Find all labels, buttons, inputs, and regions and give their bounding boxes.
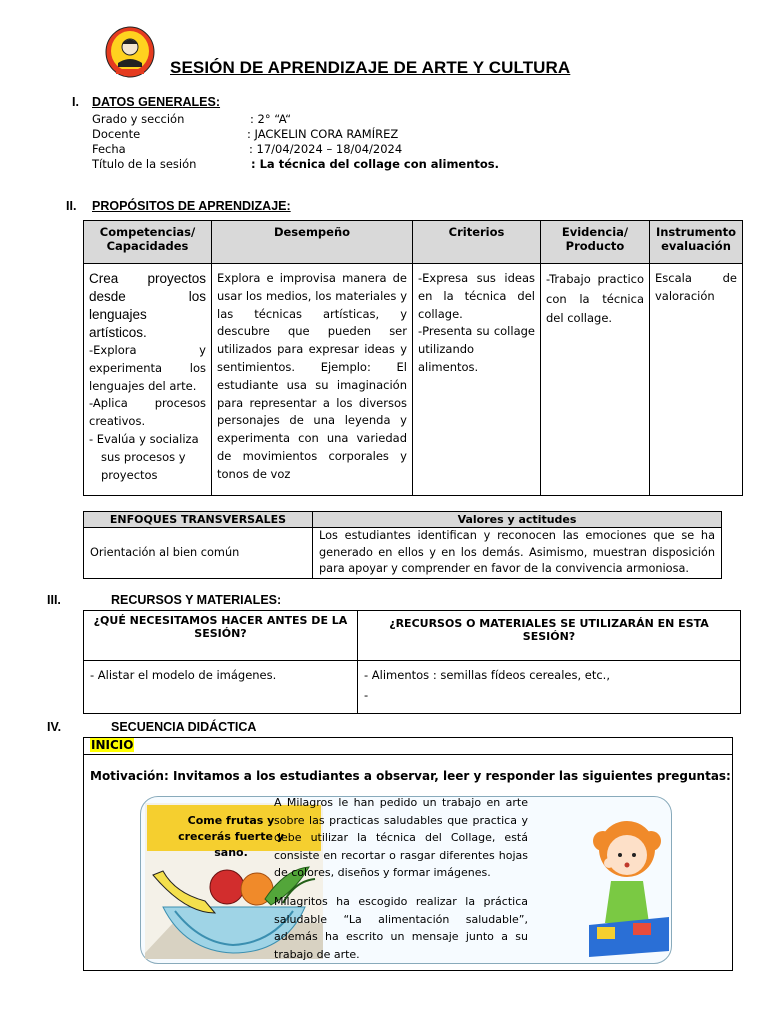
- motivacion-text: Motivación: Invitamos a los estudiantes a observar, leer y responder las siguientes preguntas:: [90, 769, 731, 783]
- grado-value: : 2° “A“: [250, 112, 292, 126]
- capacidad-item: - Evalúa y socializa sus procesos y proyectos: [89, 431, 199, 482]
- list-item: - Alistar el modelo de imágenes.: [90, 668, 277, 682]
- section-number-iii: III.: [47, 593, 61, 607]
- docente-label: Docente: [92, 127, 141, 141]
- inicio-label: INICIO: [91, 738, 134, 752]
- propositos-heading: PROPÓSITOS DE APRENDIZAJE:: [92, 199, 291, 213]
- titulo-label: Título de la sesión: [92, 157, 197, 171]
- header-valores: Valores y actitudes: [313, 512, 722, 528]
- secuencia-box: [83, 737, 733, 971]
- collage-banner-text: Come frutas y crecerás fuerte y sano.: [178, 814, 284, 859]
- fecha-label: Fecha: [92, 142, 126, 156]
- capacidad-item: -Explora y experimenta los lenguajes del arte.: [89, 343, 206, 393]
- valores-cell: Los estudiantes identifican y reconocen las emociones que se ha generado en ellos y en los demás. Asimismo, muestran disposición para apoyar y comprender en favor de la convivencia armoniosa.: [313, 528, 722, 579]
- antes-cell: [84, 661, 358, 714]
- header-materiales: ¿RECURSOS O MATERIALES SE UTILIZARÁN EN ESTA SESIÓN?: [358, 611, 741, 661]
- header-criterios: Criterios: [413, 221, 541, 264]
- school-logo: [104, 25, 156, 81]
- divider: [84, 754, 732, 755]
- header-competencias: Competencias/ Capacidades: [84, 221, 212, 264]
- propositos-table: [83, 220, 743, 496]
- list-item: - Alimentos : semillas fídeos cereales, etc.,: [364, 668, 610, 682]
- capacidad-item: -Aplica procesos creativos.: [89, 396, 206, 429]
- criterios-cell: [413, 264, 541, 496]
- document-title: SESIÓN DE APRENDIZAJE DE ARTE Y CULTURA: [170, 58, 571, 77]
- story-text: [274, 794, 528, 974]
- evidencia-cell: -Trabajo practico con la técnica del collage.: [541, 264, 650, 496]
- datos-generales-heading: DATOS GENERALES:: [92, 95, 221, 109]
- titulo-value: : La técnica del collage con alimentos.: [251, 157, 500, 171]
- secuencia-heading: SECUENCIA DIDÁCTICA: [111, 720, 257, 734]
- recursos-heading: RECURSOS Y MATERIALES:: [111, 593, 282, 607]
- instrumento-cell: Escala de valoración: [650, 264, 743, 496]
- docente-value: : JACKELIN CORA RAMÍREZ: [247, 127, 399, 141]
- fecha-value: : 17/04/2024 – 18/04/2024: [249, 142, 403, 156]
- competencia-title: Crea proyectos desde los lenguajes artísticos.: [89, 271, 206, 340]
- section-number-i: I.: [72, 95, 79, 109]
- girl-illustration: [589, 811, 669, 957]
- grado-label: Grado y sección: [92, 112, 185, 126]
- criterio-item: -Presenta su collage utilizando alimentos.: [418, 324, 535, 374]
- story-paragraph: A Milagros le han pedido un trabajo en arte sobre las practicas saludables que practica y debe utilizar la técnica del Collage, está consiste en recortar o rasgar diferentes hojas de colores, diseños y formar imágenes.: [274, 796, 528, 880]
- list-item: -: [364, 688, 369, 702]
- header-instrumento: Instrumento evaluación: [650, 221, 743, 264]
- section-number-iv: IV.: [47, 720, 62, 734]
- recursos-table: [83, 610, 741, 714]
- criterio-item: -Expresa sus ideas en la técnica del collage.: [418, 271, 535, 321]
- header-antes-sesion: ¿QUÉ NECESITAMOS HACER ANTES DE LA SESIÓN?: [84, 611, 358, 661]
- story-paragraph: Milagritos ha escogido realizar la práctica saludable “La alimentación saludable”, además ha escrito un mensaje junto a su trabajo de arte.: [274, 894, 528, 961]
- enfoque-cell: Orientación al bien común: [84, 528, 313, 579]
- competencias-cell: [84, 264, 212, 496]
- enfoques-table: [83, 511, 722, 579]
- section-number-ii: II.: [66, 199, 77, 213]
- materiales-cell: [358, 661, 741, 714]
- header-evidencia: Evidencia/ Producto: [541, 221, 650, 264]
- header-desempeno: Desempeño: [212, 221, 413, 264]
- desempeno-cell: Explora e improvisa manera de usar los medios, los materiales y las técnicas artísticas, y descubre que pueden ser utilizados para expresar ideas y sentimientos. Ejemplo: El estudiante usa su imaginación para representar a los diversos personajes de una leyenda y experimenta con una variedad de movimientos corporales y tonos de voz: [212, 264, 413, 496]
- header-enfoques: ENFOQUES TRANSVERSALES: [84, 512, 313, 528]
